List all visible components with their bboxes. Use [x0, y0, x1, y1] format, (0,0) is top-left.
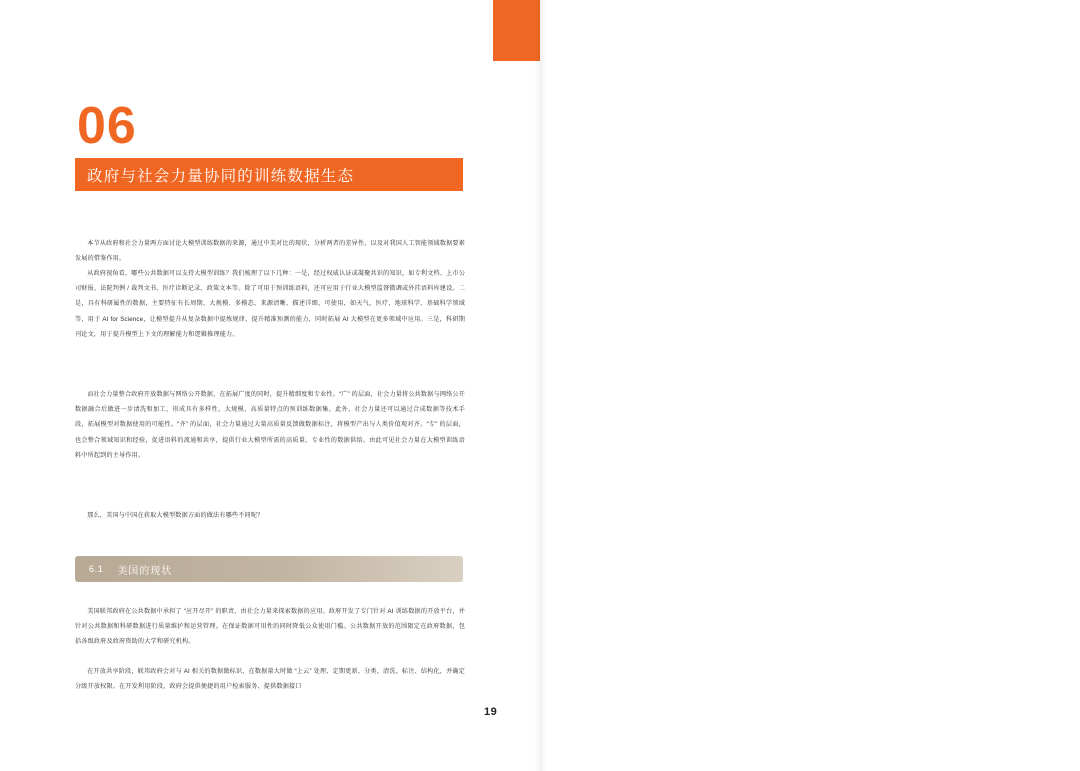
chapter-number: 06	[77, 97, 137, 155]
subsection-title: 美国的现状	[117, 565, 173, 577]
right-page	[540, 0, 1080, 771]
left-paragraph-1: 本节从政府和社会力量两方面讨论大模型训练数据的来源，通过中美对比的现状，分析两者的差异性，以及对我国人工智能领域数据要素发展的借鉴作用。	[75, 240, 465, 263]
left-paragraph-2: 从政府视角看，哪些公共数据可以支持大模型训练？我们梳理了以下几种：一是，经过权威认证或凝聚共识的知识，如专利文档、上市公司财报、法院判例 / 裁判文书、医疗诊断记录、政策文本等。除了可用于预训练语料，还可应用于行业大模型监督微调或外挂语料库建设。二是，具有科研属性的数据，主要特征有长周期、大规模、多模态、来源清晰、描述详细、可使用，如天气、医疗、地球科学、基础科学领域等，用于 AI for Science，让模型提升从复杂数据中提炼规律、提升精准预测的能力，同时拓展 AI 大模型在更多领域中应用。三是，科研期刊论文，用于提升模型上下文的理解能力和逻辑推理能力。	[75, 270, 465, 338]
subsection-heading-bar	[75, 556, 463, 582]
left-paragraph-4: 那么，美国与中国在获取大模型数据方面的做法有哪些不同呢？	[87, 512, 264, 519]
left-paragraph-3: 而社会力量整合政府开放数据与网络公开数据，在拓展广度的同时，提升精细度和专业性。“广” 的层面，社会力量将公共数据与网络公开数据融合后做进一步清洗和加工，形成具有多样性、大规模、高质量特点的预训练数据集。此外，社会力量还可以通过合成数据等技术手段，拓展模型对数据使用的可能性。“齐” 的层面，社会力量通过大量高质量反馈做数据标注，将模型产出与人类价值观对齐。“专” 的层面，也会整合领域知识和经验，促进语料的流通和共享，提供行业大模型所需的高质量、专业性的数据供给。由此可见社会力量在大模型训练语料中所起到的主导作用。	[75, 391, 465, 459]
subsection-number: 6.1	[89, 564, 104, 574]
left-paragraph-5: 美国联邦政府在公共数据中承担了 “应开尽开” 的职责，由社会力量来探索数据的应用。政府开发了专门针对 AI 训练数据的开放平台，并针对公共数据和科研数据进行质量维护和运营管理。在保证数据可用性的同时降低公众使用门槛。公共数据开放的范围限定在政府数据，包括各级政府及政府资助的大学和研究机构。	[75, 608, 465, 646]
page-number-left: 19	[484, 706, 498, 718]
left-paragraph-6: 在开放共享阶段，联邦政府会对与 AI 相关的数据做标识、在数据量大时做 “上云” 处理、定期更新、分类、清洗、标注、结构化，并确定分级开放权限。在开发利用阶段，政府会提供便捷的用户检索服务、提供数据接口	[75, 668, 465, 691]
chapter-title: 政府与社会力量协同的训练数据生态	[87, 167, 355, 185]
chapter-title-bar	[75, 158, 463, 191]
chapter-tab-marker	[493, 0, 540, 61]
